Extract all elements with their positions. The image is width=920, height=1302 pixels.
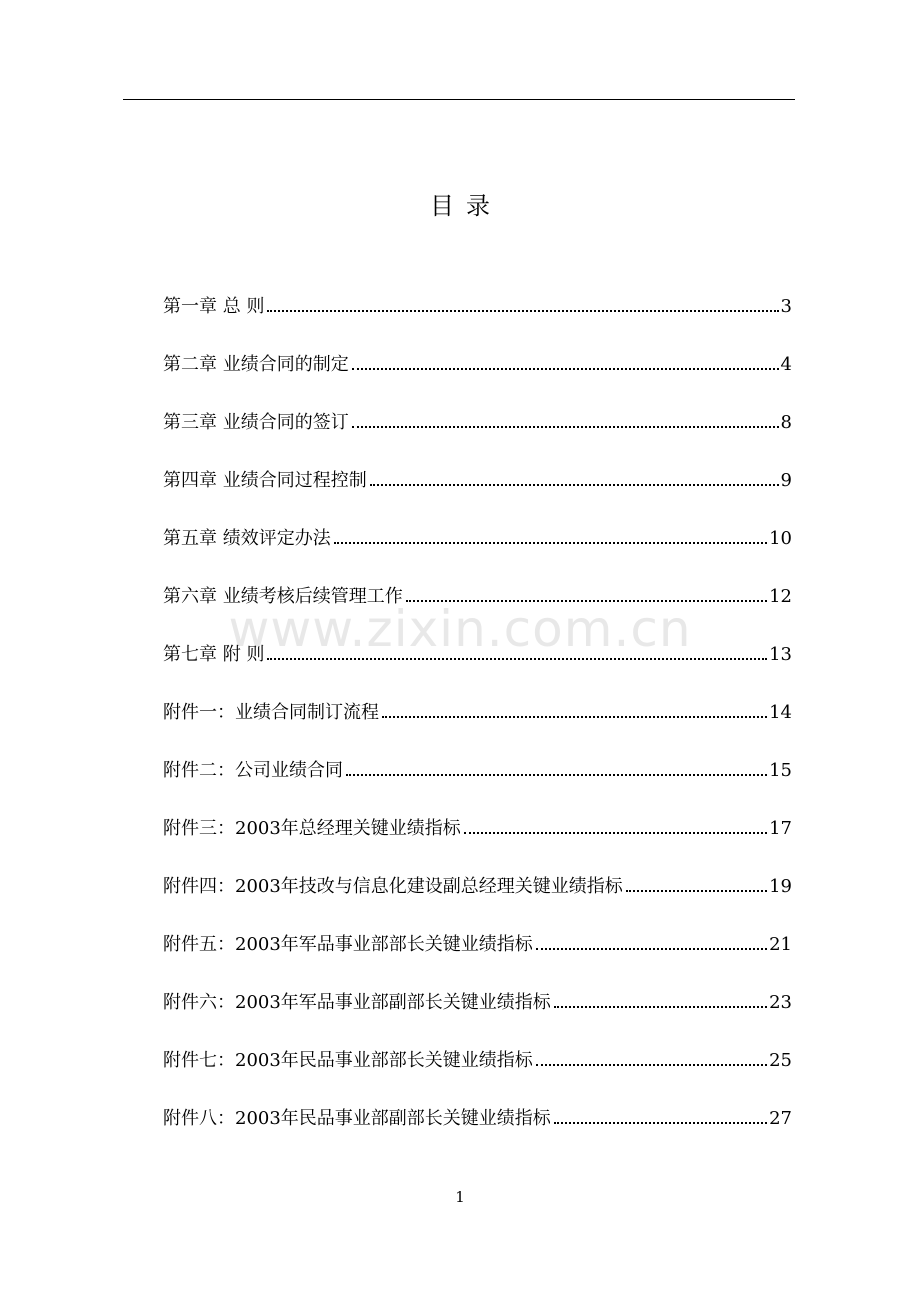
page-number: 1 <box>455 1188 465 1206</box>
toc-entry[interactable] <box>163 290 792 348</box>
toc-entry-page: 9 <box>780 470 792 491</box>
toc-dot-leader <box>406 600 767 602</box>
toc-entry[interactable] <box>163 928 792 986</box>
toc-entry-label: 附件五：2003年军品事业部部长关键业绩指标 <box>163 934 533 955</box>
toc-entry-label: 第五章 绩效评定办法 <box>163 528 331 549</box>
toc-entry-label: 附件六：2003年军品事业部副部长关键业绩指标 <box>163 992 551 1013</box>
toc-entry-page: 12 <box>769 586 792 607</box>
toc-entry[interactable] <box>163 986 792 1044</box>
toc-entry-label: 第二章 业绩合同的制定 <box>163 354 349 375</box>
toc-entry-label: 附件三：2003年总经理关键业绩指标 <box>163 818 461 839</box>
toc-entry-page: 25 <box>769 1050 792 1071</box>
toc-entry[interactable] <box>163 696 792 754</box>
toc-entry-label: 第七章 附 则 <box>163 644 265 665</box>
toc-dot-leader <box>334 542 767 544</box>
header-rule <box>123 99 795 100</box>
toc-dot-leader <box>382 716 767 718</box>
toc-entry-page: 8 <box>780 412 792 433</box>
toc-entry-label: 第四章 业绩合同过程控制 <box>163 470 367 491</box>
toc-dot-leader <box>626 890 767 892</box>
toc-entry[interactable] <box>163 580 792 638</box>
toc-entry-label: 附件八：2003年民品事业部副部长关键业绩指标 <box>163 1108 551 1129</box>
toc-dot-leader <box>352 368 779 370</box>
toc-entry-label: 附件七：2003年民品事业部部长关键业绩指标 <box>163 1050 533 1071</box>
toc-dot-leader <box>536 1064 767 1066</box>
toc-entry[interactable] <box>163 522 792 580</box>
toc-entry[interactable] <box>163 1044 792 1102</box>
toc-entry-label: 第三章 业绩合同的签订 <box>163 412 349 433</box>
toc-dot-leader <box>370 484 779 486</box>
toc-dot-leader <box>346 774 767 776</box>
toc-entry-page: 21 <box>769 934 792 955</box>
toc-entry-label: 附件二：公司业绩合同 <box>163 760 343 781</box>
toc-entry-page: 27 <box>769 1108 792 1129</box>
table-of-contents <box>163 290 792 1160</box>
toc-entry-label: 附件一：业绩合同制订流程 <box>163 702 379 723</box>
toc-entry[interactable] <box>163 1102 792 1160</box>
toc-entry-page: 23 <box>769 992 792 1013</box>
toc-dot-leader <box>554 1006 767 1008</box>
toc-entry[interactable] <box>163 406 792 464</box>
toc-dot-leader <box>536 948 767 950</box>
watermark: www.zixin.com.cn <box>228 600 692 658</box>
toc-entry-page: 3 <box>780 296 792 317</box>
toc-entry-page: 15 <box>769 760 792 781</box>
toc-entry-page: 4 <box>780 354 792 375</box>
toc-entry[interactable] <box>163 638 792 696</box>
toc-entry[interactable] <box>163 870 792 928</box>
toc-entry-page: 14 <box>769 702 792 723</box>
toc-dot-leader <box>464 832 767 834</box>
toc-entry-label: 附件四：2003年技改与信息化建设副总经理关键业绩指标 <box>163 876 623 897</box>
toc-entry[interactable] <box>163 348 792 406</box>
toc-entry-page: 10 <box>769 528 792 549</box>
toc-entry-page: 19 <box>769 876 792 897</box>
toc-dot-leader <box>352 426 779 428</box>
toc-dot-leader <box>267 658 767 660</box>
toc-entry-label: 第六章 业绩考核后续管理工作 <box>163 586 403 607</box>
toc-entry-label: 第一章 总 则 <box>163 296 265 317</box>
toc-dot-leader <box>554 1122 767 1124</box>
toc-dot-leader <box>267 310 778 312</box>
toc-entry[interactable] <box>163 464 792 522</box>
toc-entry[interactable] <box>163 754 792 812</box>
toc-entry-page: 17 <box>769 818 792 839</box>
toc-entry-page: 13 <box>769 644 792 665</box>
toc-entry[interactable] <box>163 812 792 870</box>
toc-title: 目录 <box>430 192 502 220</box>
